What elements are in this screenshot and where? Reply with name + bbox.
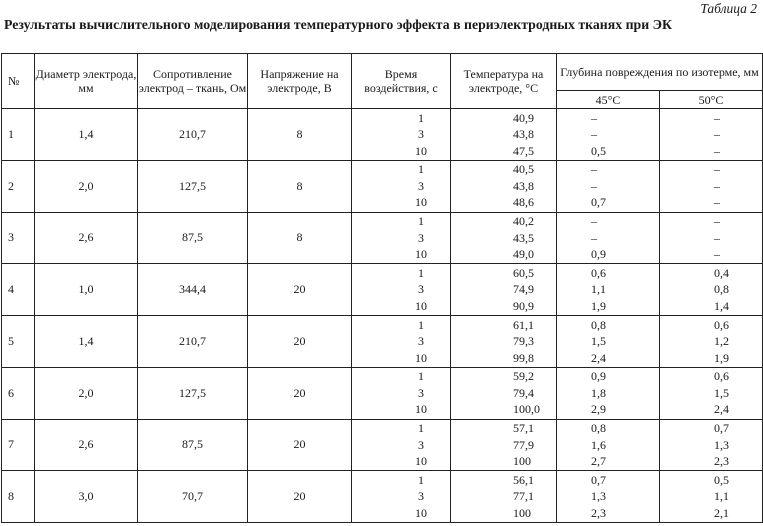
cell-depth-50-value: 0,5 (714, 472, 729, 487)
cell-temperature-value: 77,9 (513, 437, 534, 452)
cell-depth-50-value: – (714, 247, 720, 262)
cell-depth-45-value: 0,9 (591, 247, 606, 262)
cell-depth-45-value: – (591, 162, 597, 177)
cell-depth-50-value: – (714, 195, 720, 210)
cell-temperature-value: 74,9 (513, 282, 534, 297)
table-row (2, 367, 763, 419)
cell-time-value: 1 (418, 214, 424, 229)
cell-depth-45-value: 0,5 (591, 143, 606, 158)
cell-temperature-value: 100 (513, 454, 531, 469)
cell-depth-45-value: – (591, 214, 597, 229)
cell-time-value: 1 (418, 162, 424, 177)
cell-depth-45 (557, 471, 660, 523)
cell-temperature-value: 40,9 (513, 110, 534, 125)
cell-voltage: 20 (248, 367, 352, 419)
cell-voltage: 8 (248, 212, 352, 264)
cell-depth-50 (660, 109, 763, 161)
cell-temperature-value: 99,8 (513, 350, 534, 365)
cell-diameter: 2,0 (35, 367, 138, 419)
header-resistance: Сопротивление электрод – ткань, Ом (138, 54, 248, 109)
cell-resistance: 210,7 (138, 109, 248, 161)
cell-depth-45-value: 1,3 (591, 489, 606, 504)
header-no: № (2, 54, 35, 109)
cell-diameter: 2,0 (35, 160, 138, 212)
cell-voltage: 20 (248, 316, 352, 368)
cell-depth-45 (557, 264, 660, 316)
cell-depth-50-value: 0,8 (714, 282, 729, 297)
cell-depth-45 (557, 419, 660, 471)
cell-temperature-value: 61,1 (513, 317, 534, 332)
cell-time (352, 160, 451, 212)
cell-depth-50 (660, 264, 763, 316)
cell-depth-45-value: – (591, 178, 597, 193)
cell-depth-50-value: – (714, 110, 720, 125)
cell-depth-50 (660, 471, 763, 523)
cell-time-value: 3 (418, 385, 424, 400)
cell-depth-50-value: 2,1 (714, 505, 729, 520)
cell-time-value: 1 (418, 369, 424, 384)
cell-depth-45-value: 0,7 (591, 472, 606, 487)
cell-depth-45 (557, 160, 660, 212)
cell-depth-50-value: 1,9 (714, 350, 729, 365)
cell-time-value: 3 (418, 127, 424, 142)
table-row (2, 109, 763, 161)
cell-temperature (451, 212, 557, 264)
cell-temperature-value: 43,8 (513, 127, 534, 142)
cell-time-value: 1 (418, 110, 424, 125)
cell-depth-50-value: 0,6 (714, 317, 729, 332)
cell-depth-50 (660, 160, 763, 212)
cell-time (352, 316, 451, 368)
cell-temperature (451, 160, 557, 212)
cell-temperature-value: 77,1 (513, 489, 534, 504)
cell-depth-45-value: 1,9 (591, 298, 606, 313)
cell-diameter: 1,0 (35, 264, 138, 316)
cell-time-value: 10 (415, 298, 427, 313)
table-title: Результаты вычислительного моделирования температурного эффекта в периэлектродных тканях при ЭК (4, 17, 672, 32)
cell-time-value: 1 (418, 317, 424, 332)
cell-depth-45-value: 2,7 (591, 454, 606, 469)
cell-diameter: 2,6 (35, 419, 138, 471)
cell-depth-45-value: 0,6 (591, 265, 606, 280)
cell-no: 1 (2, 109, 35, 161)
cell-voltage: 20 (248, 471, 352, 523)
cell-temperature-value: 49,0 (513, 247, 534, 262)
cell-resistance: 87,5 (138, 212, 248, 264)
cell-diameter: 3,0 (35, 471, 138, 523)
cell-depth-50-value: 1,3 (714, 437, 729, 452)
cell-temperature (451, 419, 557, 471)
cell-depth-45-value: 1,5 (591, 334, 606, 349)
cell-no: 3 (2, 212, 35, 264)
cell-resistance: 210,7 (138, 316, 248, 368)
cell-diameter: 2,6 (35, 212, 138, 264)
cell-voltage: 20 (248, 419, 352, 471)
cell-temperature-value: 59,2 (513, 369, 534, 384)
cell-depth-45-value: 1,8 (591, 385, 606, 400)
cell-time-value: 10 (415, 247, 427, 262)
cell-depth-45-value: – (591, 127, 597, 142)
header-voltage: Напряжение на электроде, В (248, 54, 352, 109)
cell-no: 7 (2, 419, 35, 471)
cell-time-value: 3 (418, 178, 424, 193)
cell-depth-50-value: – (714, 162, 720, 177)
cell-depth-50 (660, 212, 763, 264)
cell-depth-50-value: 2,3 (714, 454, 729, 469)
cell-no: 8 (2, 471, 35, 523)
header-diameter: Диаметр электрода, мм (35, 54, 138, 109)
cell-time (352, 109, 451, 161)
cell-depth-45-value: 1,1 (591, 282, 606, 297)
table-row (2, 264, 763, 316)
cell-depth-45-value: 2,3 (591, 505, 606, 520)
cell-temperature-value: 40,2 (513, 214, 534, 229)
cell-temperature-value: 79,3 (513, 334, 534, 349)
cell-depth-50-value: 0,4 (714, 265, 729, 280)
cell-depth-50 (660, 419, 763, 471)
cell-depth-45 (557, 212, 660, 264)
header-depth: Глубина повреждения по изотерме, мм (557, 54, 763, 91)
cell-temperature (451, 471, 557, 523)
cell-depth-45-value: 0,8 (591, 317, 606, 332)
cell-temperature (451, 109, 557, 161)
table-row (2, 316, 763, 368)
cell-depth-45-value: – (591, 230, 597, 245)
cell-temperature (451, 316, 557, 368)
cell-temperature-value: 57,1 (513, 421, 534, 436)
cell-temperature-value: 79,4 (513, 385, 534, 400)
cell-depth-45-value: 0,8 (591, 421, 606, 436)
cell-temperature (451, 367, 557, 419)
cell-depth-50-value: 2,4 (714, 402, 729, 417)
cell-temperature-value: 43,8 (513, 178, 534, 193)
cell-depth-50-value: 1,1 (714, 489, 729, 504)
cell-temperature (451, 264, 557, 316)
cell-time-value: 3 (418, 437, 424, 452)
cell-depth-45 (557, 109, 660, 161)
cell-no: 6 (2, 367, 35, 419)
header-depth-45: 45°C (557, 91, 660, 109)
cell-depth-45-value: 2,4 (591, 350, 606, 365)
cell-depth-45-value: 0,9 (591, 369, 606, 384)
cell-resistance: 70,7 (138, 471, 248, 523)
cell-depth-50 (660, 367, 763, 419)
cell-time (352, 471, 451, 523)
cell-time (352, 367, 451, 419)
header-time: Время воздействия, с (352, 54, 451, 109)
cell-temperature-value: 90,9 (513, 298, 534, 313)
cell-depth-50-value: – (714, 178, 720, 193)
cell-no: 5 (2, 316, 35, 368)
table-row (2, 471, 763, 523)
cell-resistance: 87,5 (138, 419, 248, 471)
cell-temperature-value: 60,5 (513, 265, 534, 280)
cell-time (352, 212, 451, 264)
cell-time-value: 1 (418, 265, 424, 280)
cell-depth-45-value: 1,6 (591, 437, 606, 452)
cell-resistance: 344,4 (138, 264, 248, 316)
cell-time-value: 10 (415, 195, 427, 210)
cell-time-value: 3 (418, 334, 424, 349)
cell-time-value: 10 (415, 143, 427, 158)
cell-temperature-value: 100,0 (513, 402, 540, 417)
cell-time-value: 1 (418, 472, 424, 487)
cell-depth-45-value: 0,7 (591, 195, 606, 210)
cell-depth-45 (557, 316, 660, 368)
cell-resistance: 127,5 (138, 160, 248, 212)
cell-diameter: 1,4 (35, 109, 138, 161)
table-number: Таблица 2 (700, 1, 757, 16)
cell-no: 2 (2, 160, 35, 212)
cell-time-value: 10 (415, 350, 427, 365)
cell-depth-45-value: 2,9 (591, 402, 606, 417)
cell-voltage: 8 (248, 109, 352, 161)
cell-time-value: 1 (418, 421, 424, 436)
cell-time (352, 264, 451, 316)
cell-temperature-value: 40,5 (513, 162, 534, 177)
cell-time-value: 10 (415, 505, 427, 520)
cell-time-value: 3 (418, 230, 424, 245)
cell-diameter: 1,4 (35, 316, 138, 368)
cell-depth-50-value: 0,7 (714, 421, 729, 436)
header-temperature: Температура на электроде, °C (451, 54, 557, 109)
cell-depth-50-value: – (714, 127, 720, 142)
cell-depth-50-value: – (714, 214, 720, 229)
cell-depth-50-value: – (714, 230, 720, 245)
cell-time (352, 419, 451, 471)
cell-no: 4 (2, 264, 35, 316)
table-row (2, 419, 763, 471)
cell-depth-45-value: – (591, 110, 597, 125)
cell-temperature-value: 48,6 (513, 195, 534, 210)
cell-depth-50-value: – (714, 143, 720, 158)
cell-time-value: 10 (415, 402, 427, 417)
cell-temperature-value: 47,5 (513, 143, 534, 158)
cell-depth-45 (557, 367, 660, 419)
cell-temperature-value: 56,1 (513, 472, 534, 487)
cell-resistance: 127,5 (138, 367, 248, 419)
cell-time-value: 3 (418, 282, 424, 297)
cell-voltage: 20 (248, 264, 352, 316)
results-table (1, 53, 763, 523)
cell-voltage: 8 (248, 160, 352, 212)
cell-depth-50-value: 0,6 (714, 369, 729, 384)
cell-temperature-value: 43,5 (513, 230, 534, 245)
table-row (2, 160, 763, 212)
cell-temperature-value: 100 (513, 505, 531, 520)
cell-depth-50-value: 1,4 (714, 298, 729, 313)
table-row (2, 212, 763, 264)
cell-depth-50-value: 1,5 (714, 385, 729, 400)
header-depth-50: 50°C (660, 91, 763, 109)
cell-time-value: 3 (418, 489, 424, 504)
cell-depth-50-value: 1,2 (714, 334, 729, 349)
cell-depth-50 (660, 316, 763, 368)
cell-time-value: 10 (415, 454, 427, 469)
